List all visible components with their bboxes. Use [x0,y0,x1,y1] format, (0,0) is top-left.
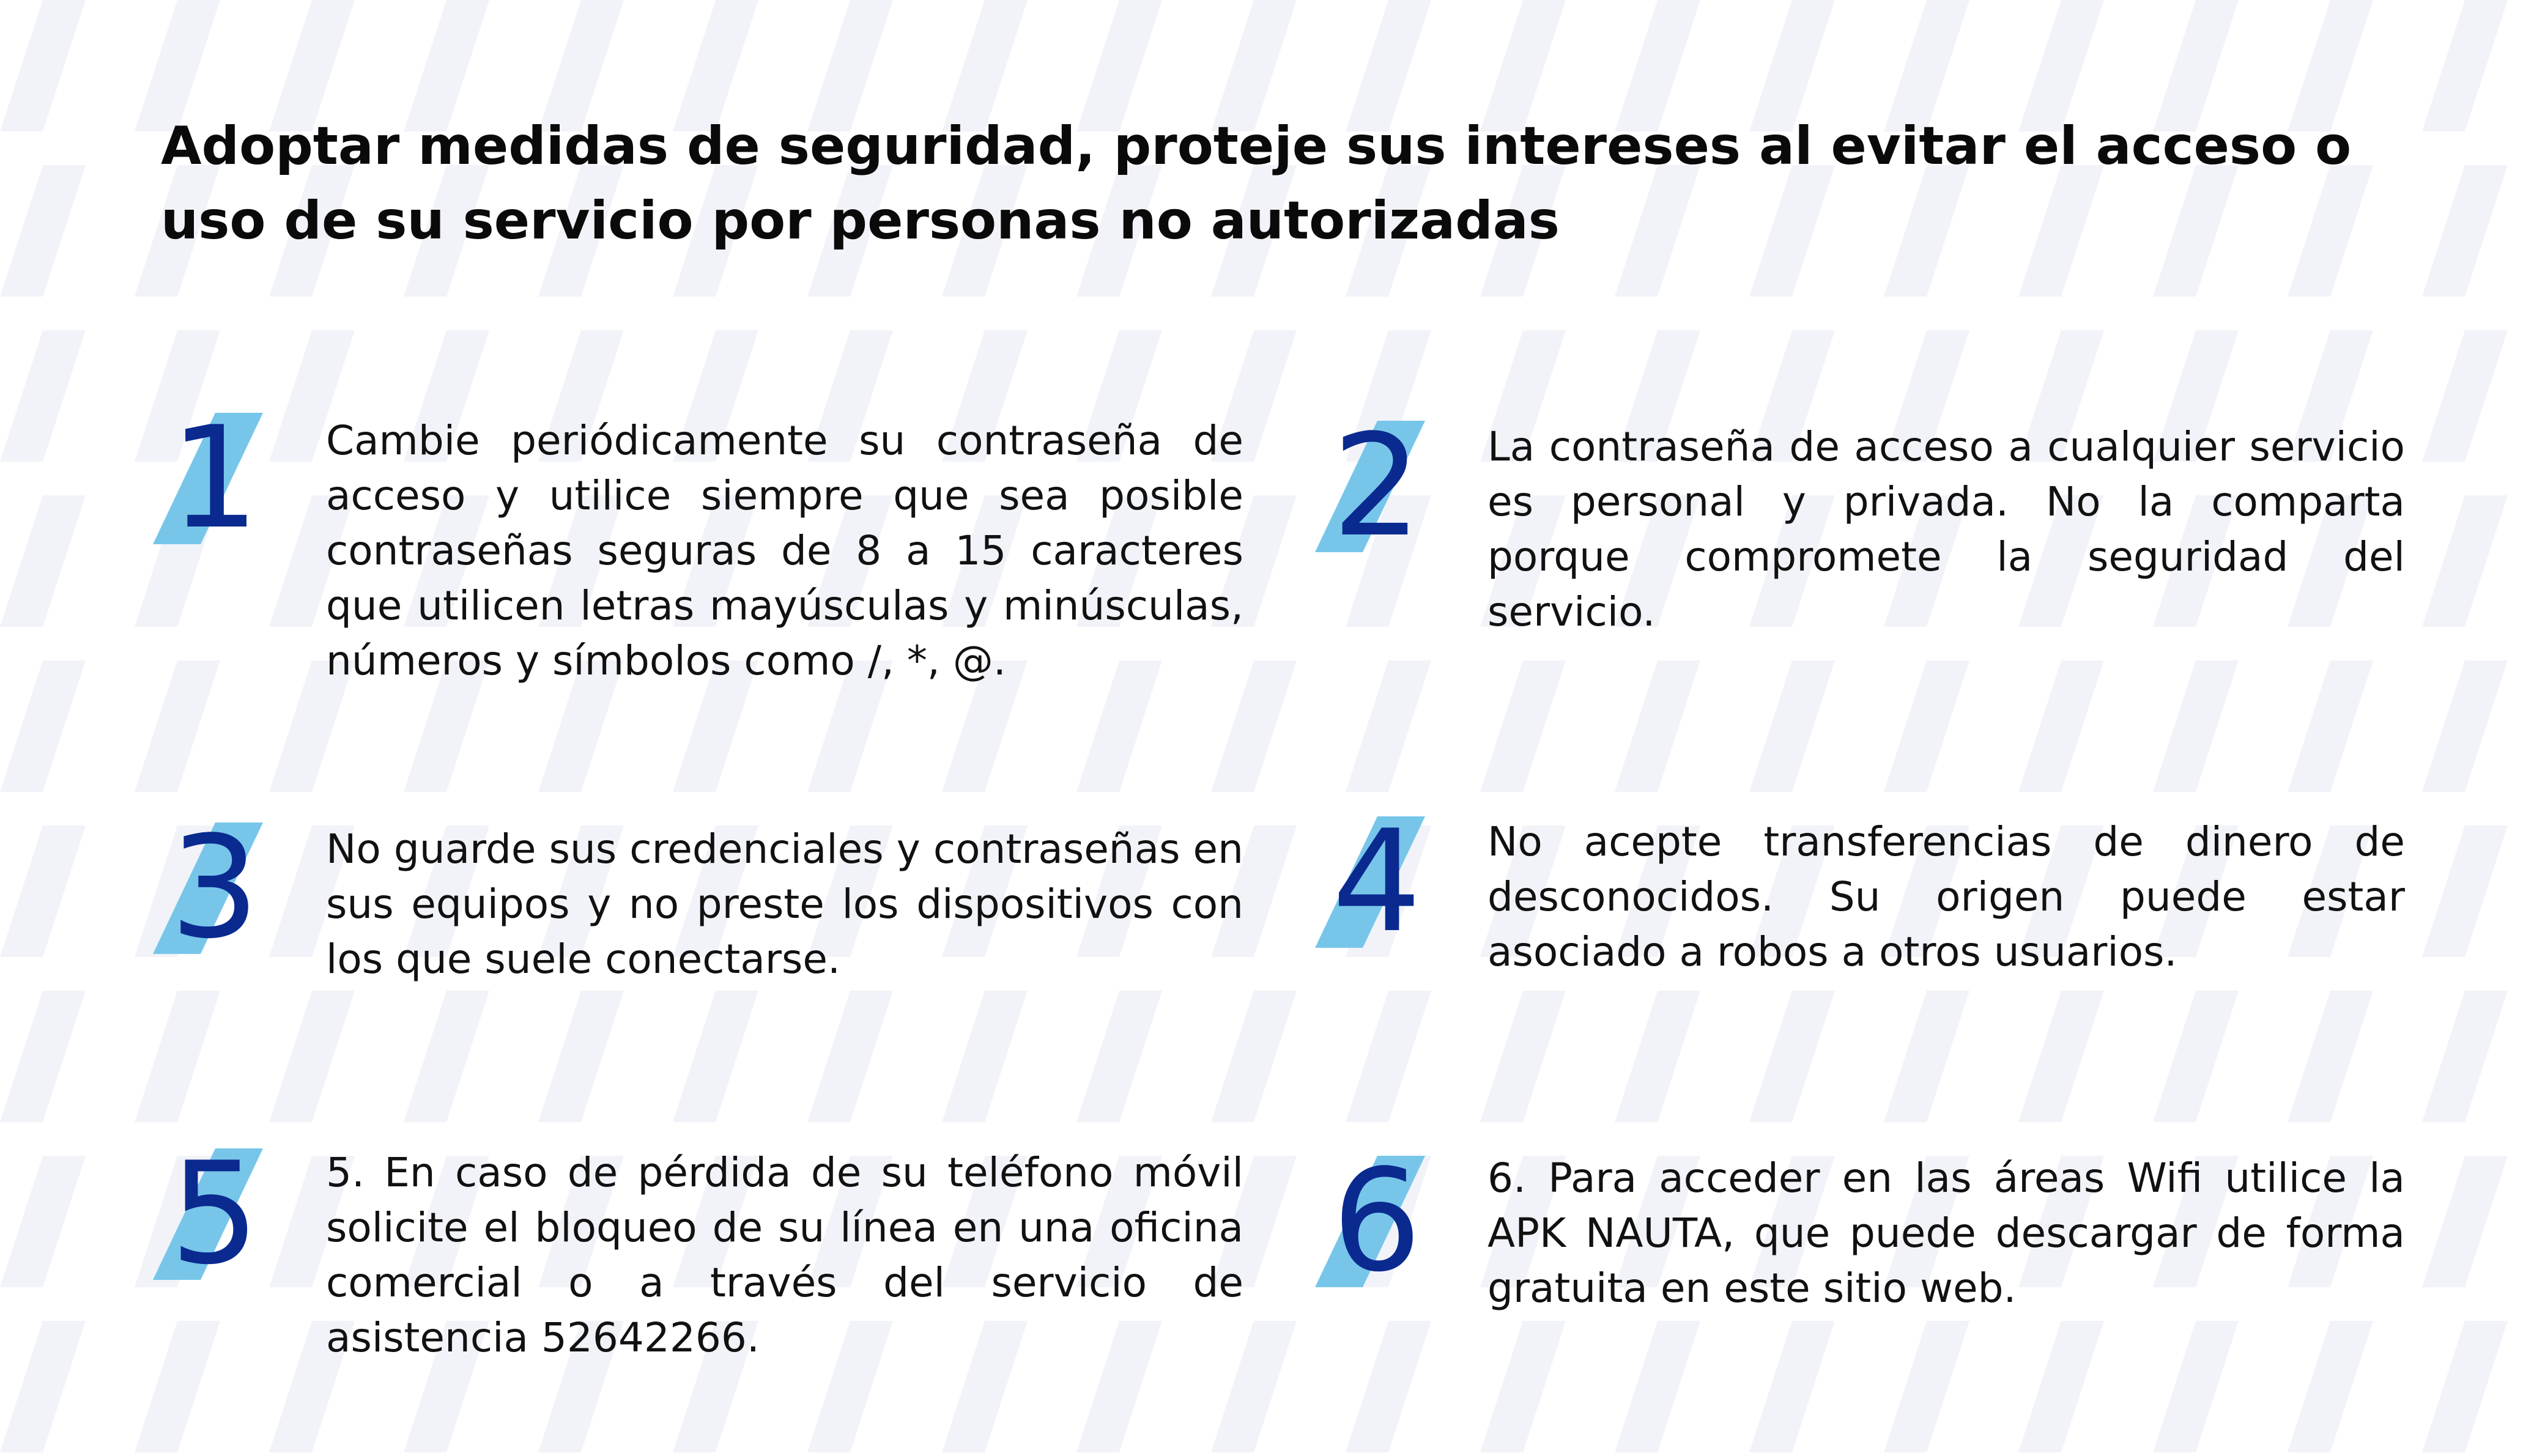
tip-number: 5 [169,1133,260,1296]
tip-number-badge [1315,800,1437,964]
tip-text: La contraseña de acceso a cualquier servicio es personal y privada. No la comparta porque compromete la seguridad del servicio. [1487,423,2405,635]
tip-text: No guarde sus credenciales y contraseñas en sus equipos y no preste los dispositivos con los que suele conectarse. [326,826,1243,983]
tip-number: 3 [169,807,260,970]
tip-text: 5. En caso de pérdida de su teléfono móvil solicite el bloqueo de su línea en una oficina comercial o a través del servicio de asistencia 52642266. [326,1149,1243,1361]
tip-number-badge [1315,1140,1437,1303]
tip-number: 4 [1332,800,1422,964]
tip-number: 1 [169,397,260,560]
tip-number-badge [153,807,275,970]
tip-number-badge [153,397,275,560]
tip-text: Cambie periódicamente su contraseña de acceso y utilice siempre que sea posible contraseñas seguras de 8 a 15 caracteres que utilicen letras mayúsculas y minúsculas, números y símbolos como /, *, @. [326,417,1243,684]
tip-number: 2 [1332,405,1422,568]
tip-text: No acepte transferencias de dinero de desconocidos. Su origen puede estar asociado a robos a otros usuarios. [1487,818,2405,975]
tip-text: 6. Para acceder en las áreas Wifi utilice la APK NAUTA, que puede descargar de forma gratuita en este sitio web. [1487,1155,2405,1312]
page-title: Adoptar medidas de seguridad, proteje sus intereses al evitar el acceso o uso de su servicio por personas no autorizadas [161,116,2352,251]
tip-number-badge [153,1133,275,1296]
tip-number: 6 [1332,1140,1422,1303]
tip-number-badge [1315,405,1437,568]
